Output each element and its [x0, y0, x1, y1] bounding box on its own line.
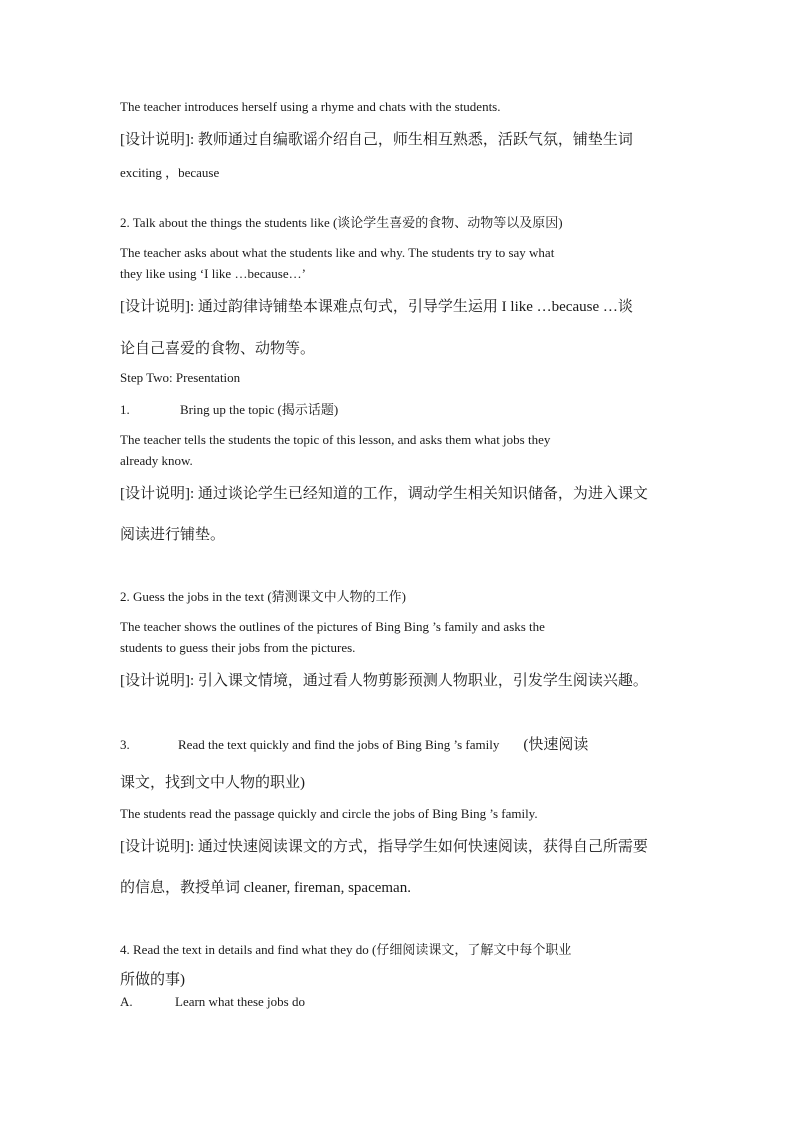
design-note-2: [设计说明]: 通过韵律诗铺垫本课难点句式，引导学生运用 I like …because …谈 — [120, 299, 633, 315]
item-read-quickly — [120, 733, 588, 754]
item-text: Learn what these jobs do — [175, 994, 305, 1009]
step-heading-details-cont: 所做的事) — [120, 972, 185, 988]
item-learn-jobs — [120, 994, 305, 1010]
design-note-5: [设计说明]: 通过快速阅读课文的方式，指导学生如何快速阅读，获得自己所需要 — [120, 839, 648, 855]
paragraph-talk-1: The teacher asks about what the students like and why. The students try to say what — [120, 245, 555, 260]
paragraph-read-quickly: The students read the passage quickly and circle the jobs of Bing Bing ’s family. — [120, 806, 538, 821]
paragraph-guess-2: students to guess their jobs from the pictures. — [120, 640, 356, 655]
vocab-line: exciting ，because — [120, 165, 220, 180]
design-note-3-cont: 阅读进行铺垫。 — [120, 527, 226, 543]
item-letter: A. — [120, 994, 133, 1009]
item-cn-text: (快速阅读 — [523, 737, 589, 753]
item-number: 3. — [120, 737, 130, 752]
step-two-heading: Step Two: Presentation — [120, 370, 241, 385]
step-heading-details: 4. Read the text in details and find what they do (仔细阅读课文，了解文中每个职业 — [120, 942, 572, 957]
design-note-5-cont: 的信息，教授单词 cleaner, fireman, spaceman. — [120, 880, 411, 896]
item-bring-up-topic — [120, 399, 338, 418]
step-heading-talk: 2. Talk about the things the students like (谈论学生喜爱的食物、动物等以及原因) — [120, 215, 563, 230]
item-text: Bring up the topic (揭示话题) — [180, 402, 339, 417]
paragraph-topic-2: already know. — [120, 453, 193, 468]
design-note-4: [设计说明]: 引入课文情境，通过看人物剪影预测人物职业，引发学生阅读兴趣。 — [120, 673, 648, 689]
paragraph-topic-1: The teacher tells the students the topic of this lesson, and asks them what jobs they — [120, 432, 551, 447]
design-note-1: [设计说明]: 教师通过自编歌谣介绍自己，师生相互熟悉，活跃气氛，铺垫生词 — [120, 132, 633, 148]
item-number: 1. — [120, 402, 130, 417]
paragraph-intro: The teacher introduces herself using a rhyme and chats with the students. — [120, 99, 501, 114]
item-text: Read the text quickly and find the jobs of Bing Bing ’s family — [178, 737, 500, 752]
step-heading-guess: 2. Guess the jobs in the text (猜测课文中人物的工作) — [120, 589, 406, 604]
design-note-2-cont: 论自己喜爱的食物、动物等。 — [120, 341, 316, 357]
paragraph-guess-1: The teacher shows the outlines of the pictures of Bing Bing ’s family and asks the — [120, 619, 545, 634]
item-read-quickly-cont: 课文，找到文中人物的职业) — [120, 775, 305, 791]
design-note-3: [设计说明]: 通过谈论学生已经知道的工作，调动学生相关知识储备，为进入课文 — [120, 486, 648, 502]
paragraph-talk-2: they like using ‘I like …because…’ — [120, 266, 306, 281]
